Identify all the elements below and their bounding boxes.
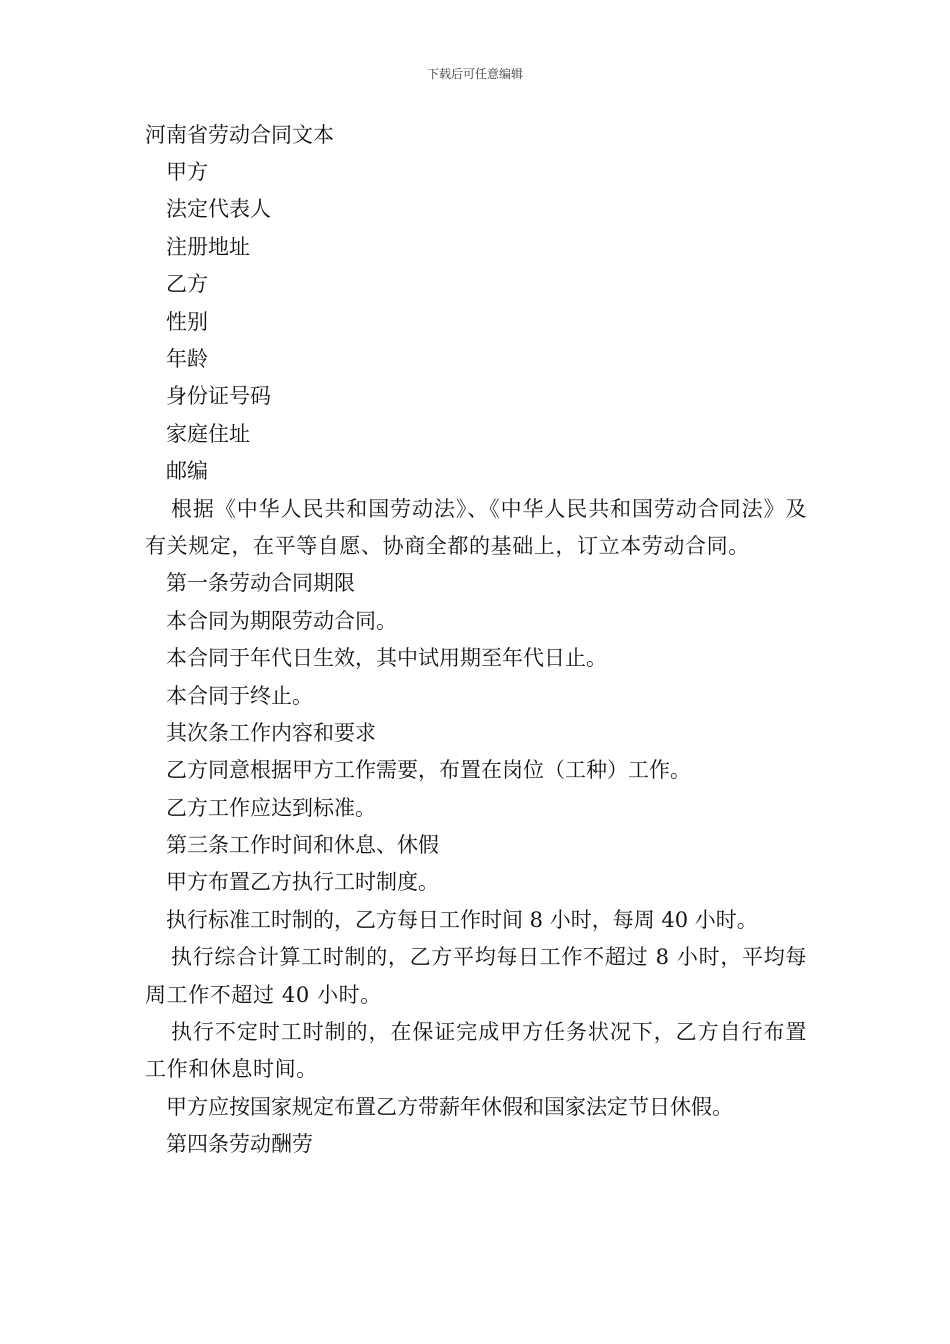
article-2-line: 乙方同意根据甲方工作需要，布置在岗位（工种）工作。 bbox=[166, 758, 691, 783]
field-id-number: 身份证号码 bbox=[166, 384, 271, 409]
intro-paragraph: 根据《中华人民共和国劳动法》、《中华人民共和国劳动合同法》及有关规定，在平等自愿、协商全都的基础上，订立本劳动合同。 bbox=[145, 496, 807, 558]
field-postcode: 邮编 bbox=[166, 459, 208, 484]
article-3-line: 甲方应按国家规定布置乙方带薪年休假和国家法定节日休假。 bbox=[166, 1094, 733, 1119]
article-1-line: 本合同于年代日生效，其中试用期至年代日止。 bbox=[166, 646, 607, 671]
page-header-note: 下载后可任意编辑 bbox=[426, 67, 523, 81]
article-4-heading: 第四条劳动酬劳 bbox=[166, 1132, 313, 1157]
article-2-heading: 其次条工作内容和要求 bbox=[166, 720, 376, 745]
article-3-heading: 第三条工作时间和休息、休假 bbox=[166, 833, 439, 858]
field-party-a: 甲方 bbox=[166, 160, 208, 184]
field-home-address: 家庭住址 bbox=[166, 421, 250, 446]
article-2-line: 乙方工作应达到标准。 bbox=[166, 795, 376, 820]
field-gender: 性别 bbox=[166, 309, 208, 334]
article-1-line: 本合同为期限劳动合同。 bbox=[166, 608, 397, 633]
article-1-line: 本合同于终止。 bbox=[166, 683, 313, 708]
article-3-paragraph: 执行不定时工时制的，在保证完成甲方任务状况下，乙方自行布置工作和休息时间。 bbox=[145, 1020, 807, 1082]
article-3-line: 执行标准工时制的，乙方每日工作时间 8 小时，每周 40 小时。 bbox=[166, 907, 758, 932]
field-age: 年龄 bbox=[166, 346, 208, 371]
document-title: 河南省劳动合同文本 bbox=[145, 123, 334, 147]
document-body bbox=[145, 117, 807, 1164]
article-3-line: 甲方布置乙方执行工时制度。 bbox=[166, 870, 439, 895]
field-registered-address: 注册地址 bbox=[166, 234, 250, 259]
article-1-heading: 第一条劳动合同期限 bbox=[166, 571, 355, 596]
article-3-paragraph: 执行综合计算工时制的，乙方平均每日工作不超过 8 小时，平均每周工作不超过 40 小时。 bbox=[145, 945, 807, 1007]
field-party-b: 乙方 bbox=[166, 272, 208, 297]
field-legal-representative: 法定代表人 bbox=[166, 197, 271, 222]
